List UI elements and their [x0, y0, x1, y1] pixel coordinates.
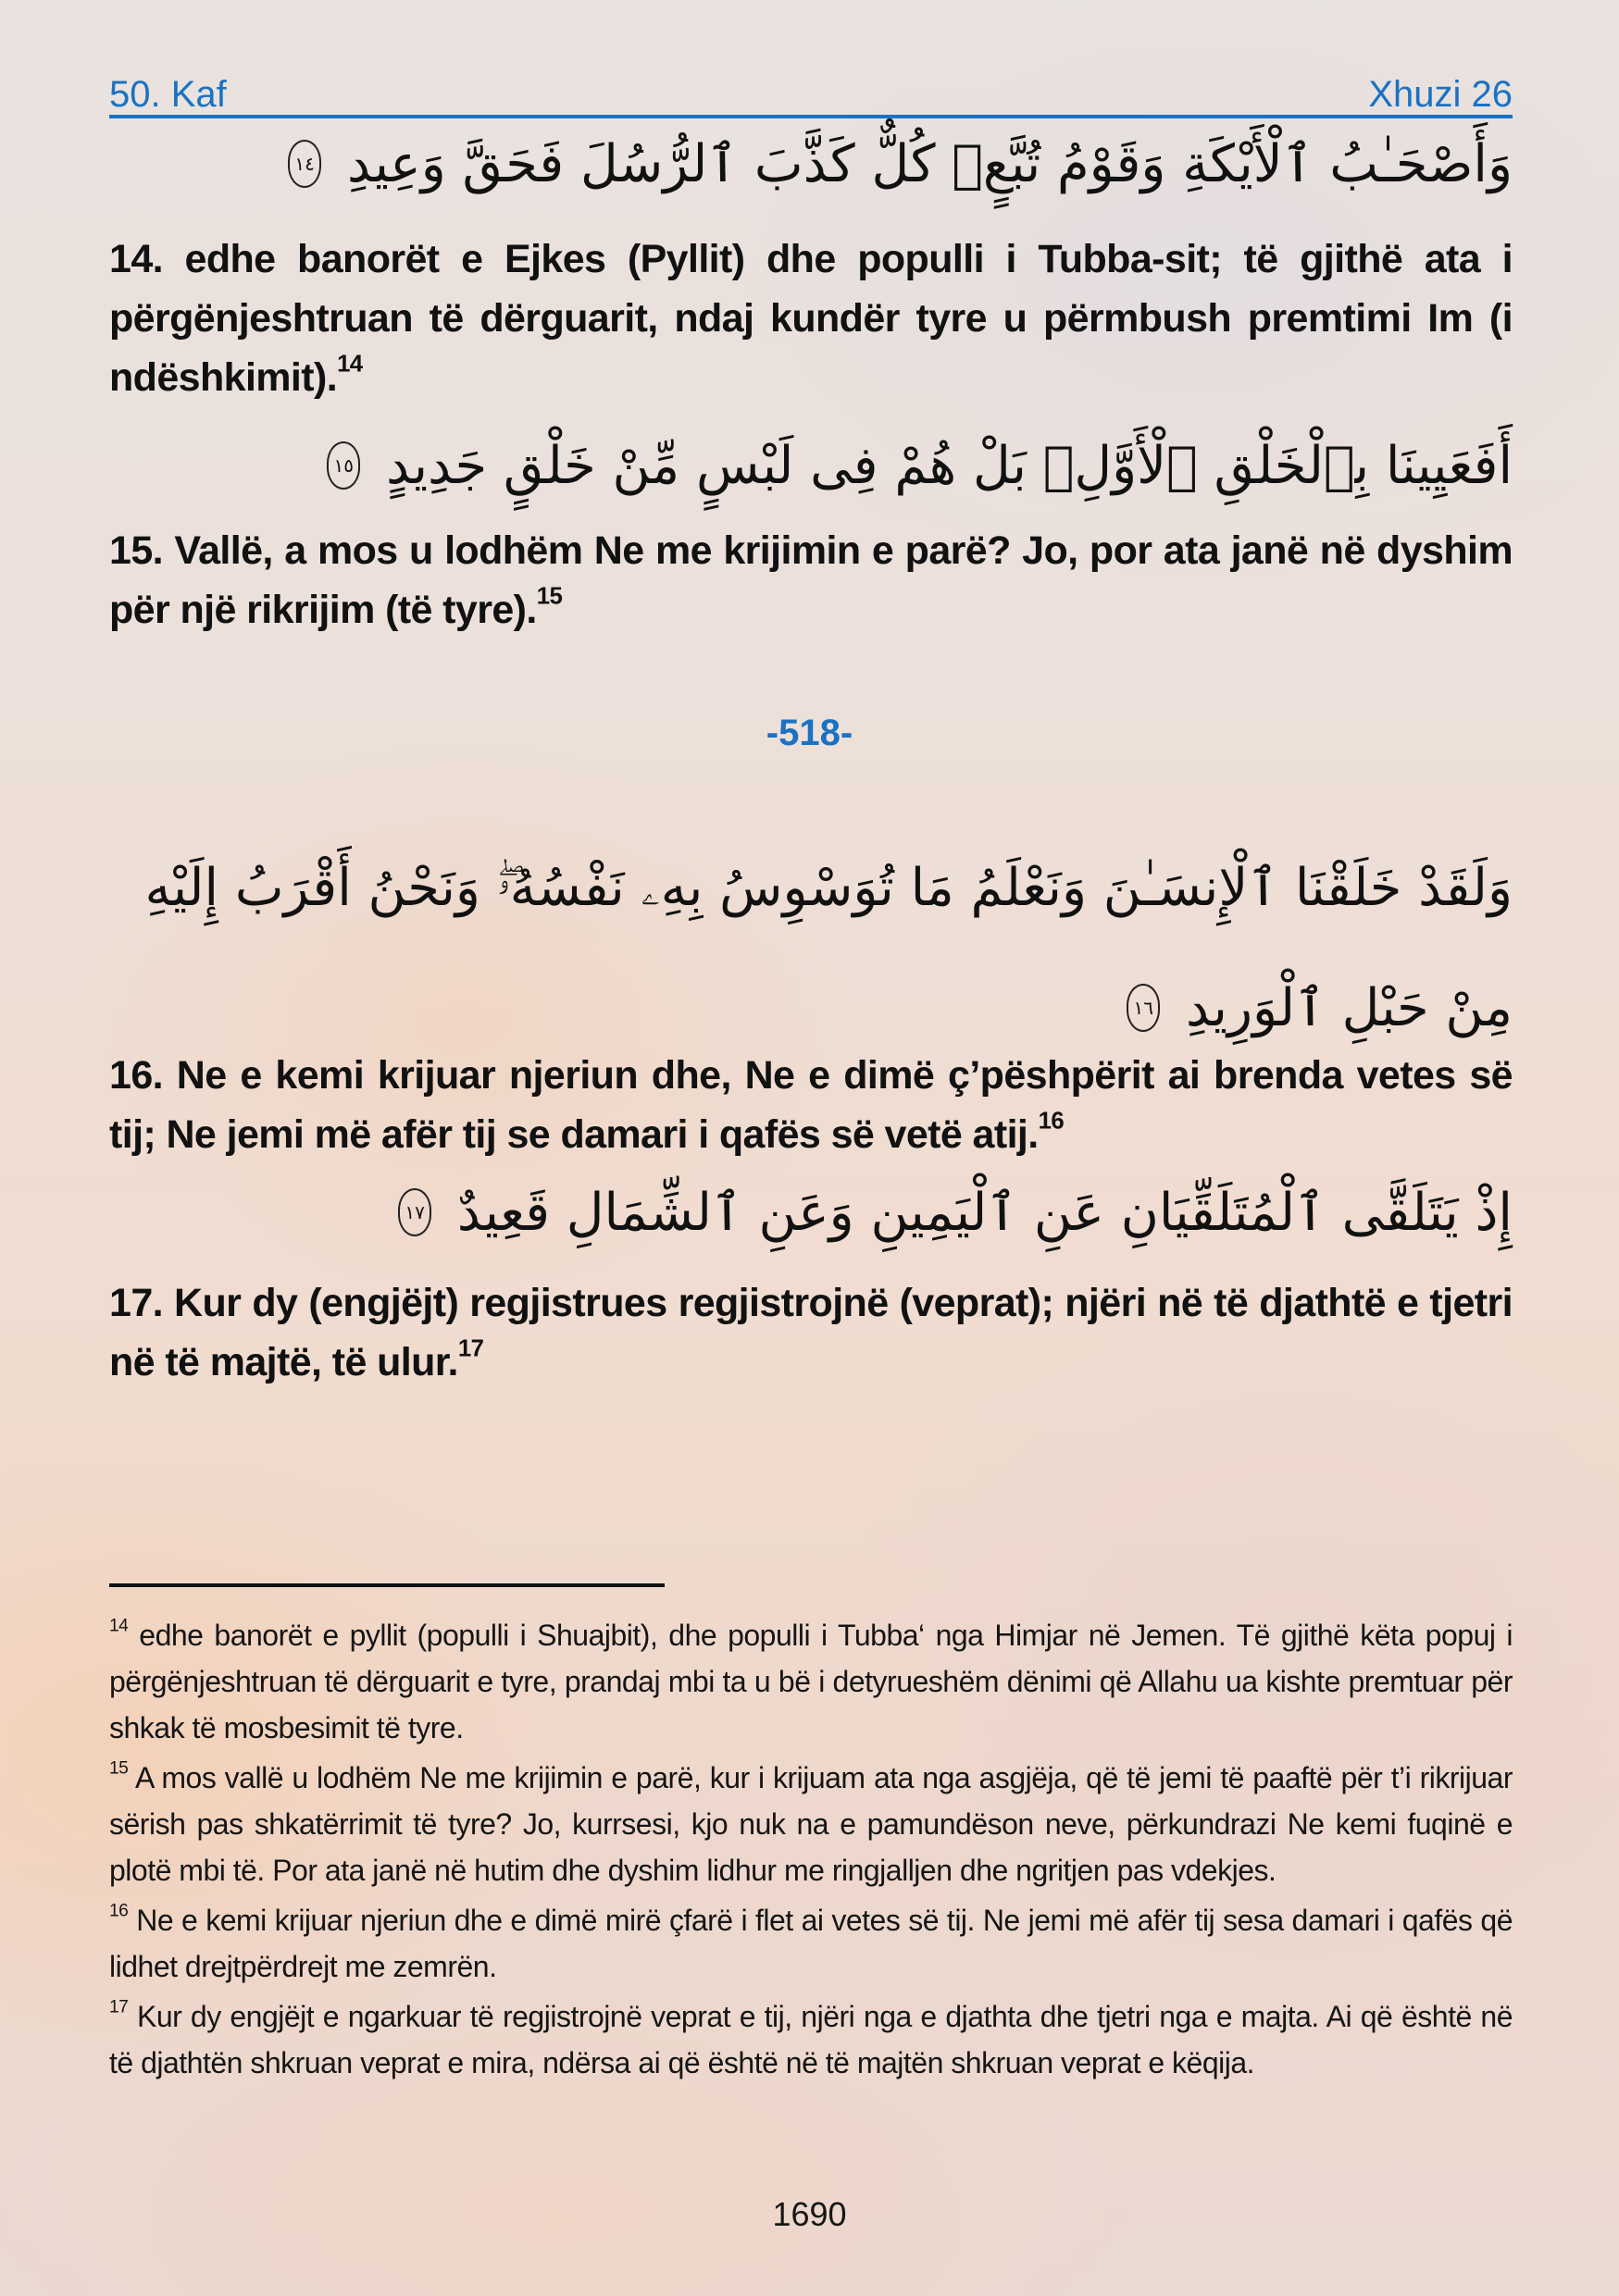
- footnote-number: 16: [109, 1901, 129, 1921]
- footnote-number: 14: [109, 1616, 129, 1636]
- translation-verse-17: [109, 1273, 1513, 1392]
- footnote-number: 17: [109, 1997, 129, 2017]
- translation-text: 14. edhe banorët e Ejkes (Pyllit) dhe populli i Tubba-sit; të gjithë ata i përgënjeshtruan të dërguarit, ndaj kundër tyre u përmbush premtimi Im (i ndëshkimit).: [109, 237, 1513, 400]
- footnote-ref[interactable]: 15: [536, 583, 563, 610]
- translation-text: 15. Vallë, a mos u lodhëm Ne me krijimin e parë? Jo, por ata janë në dyshim për një rikrijim (të tyre).: [109, 528, 1513, 632]
- running-header: [109, 57, 1513, 113]
- translation-text: 16. Ne e kemi krijuar njeriun dhe, Ne e dimë ç’pëshpërit ai brenda vetes së tij; Ne jemi më afër tij se damari i qafës së vetë atij.: [109, 1053, 1513, 1157]
- header-divider: [109, 115, 1513, 118]
- arabic-verse-17: [389, 1183, 1513, 1243]
- footnote-ref[interactable]: 16: [1038, 1108, 1065, 1135]
- translation-text: 17. Kur dy (engjëjt) regjistrues regjistrojnë (veprat); njëri në të djathtë e tjetri në të majtë, të ulur.: [109, 1281, 1513, 1384]
- footnote-number: 15: [109, 1758, 129, 1779]
- footnote-text: Kur dy engjëjt e ngarkuar të regjistrojnë veprat e tij, njëri nga e djathta dhe tjetri nga e majta. Ai që është në të djathtën shkruan veprat e mira, ndërsa ai që është në të majtën shkruan veprat e këqija.: [109, 2000, 1513, 2079]
- juz-label: Xhuzi 26: [1368, 74, 1513, 115]
- ayah-number-icon: ١٧: [398, 1188, 431, 1236]
- surah-title: 50. Kaf: [109, 74, 227, 115]
- arabic-verse-16: [106, 828, 1513, 1069]
- footnote-15: [109, 1755, 1513, 1893]
- footnotes: [109, 1612, 1513, 2090]
- mushaf-page-marker: -518-: [766, 713, 853, 753]
- footnote-separator: [109, 1583, 665, 1587]
- arabic-verse-14: [279, 134, 1513, 194]
- ayah-number-icon: ١٤: [288, 140, 321, 188]
- arabic-text: إِذْ يَتَلَقَّى ٱلْمُتَلَقِّيَانِ عَنِ ٱلْيَمِينِ وَعَنِ ٱلشِّمَالِ قَعِيدٌ: [456, 1183, 1513, 1243]
- translation-verse-16: [109, 1046, 1513, 1164]
- footnote-14: [109, 1612, 1513, 1751]
- translation-verse-14: [109, 230, 1513, 407]
- footnote-text: Ne e kemi krijuar njeriun dhe e dimë mirë çfarë i flet ai vetes së tij. Ne jemi më afër tij sesa damari i qafës që lidhet drejtpërdrejt me zemrën.: [109, 1904, 1513, 1983]
- footnote-16: [109, 1897, 1513, 1990]
- footnote-17: [109, 1993, 1513, 2086]
- ayah-number-icon: ١٥: [327, 441, 360, 490]
- translation-verse-15: [109, 521, 1513, 639]
- arabic-text: وَلَقَدْ خَلَقْنَا ٱلْإِنسَـٰنَ وَنَعْلَمُ مَا تُوَسْوِسُ بِهِۦ نَفْسُهُۥۖ وَنَحْنُ أَقْرَبُ إِلَيْهِ مِنْ حَبْلِ ٱلْوَرِيدِ: [144, 858, 1513, 1038]
- arabic-text: وَأَصْحَـٰبُ ٱلْأَيْكَةِ وَقَوْمُ تُبَّعٍۚ كُلٌّ كَذَّبَ ٱلرُّسُلَ فَحَقَّ وَعِيدِ: [346, 134, 1513, 194]
- ayah-number-icon: ١٦: [1127, 984, 1160, 1032]
- arabic-verse-15: [318, 436, 1513, 496]
- footnote-text: edhe banorët e pyllit (populli i Shuajbit), dhe populli i Tubba‘ nga Himjar në Jemen. Të gjithë këta popuj i përgënjeshtruan të dërguarit e tyre, prandaj mbi ta u bë i detyrueshëm dënimi që Allahu ua kishte premtuar për shkak të mosbesimit të tyre.: [109, 1619, 1513, 1744]
- page-number: 1690: [772, 2195, 847, 2233]
- arabic-text: أَفَعَيِينَا بِٱلْخَلْقِ ٱلْأَوَّلِۚ بَلْ هُمْ فِى لَبْسٍ مِّنْ خَلْقٍ جَدِيدٍ: [386, 436, 1513, 496]
- footnote-ref[interactable]: 17: [457, 1335, 484, 1362]
- footnote-ref[interactable]: 14: [337, 351, 363, 378]
- footnote-text: A mos vallë u lodhëm Ne me krijimin e parë, kur i krijuam ata nga asgjëja, që të jemi të paaftë për t’i rikrijuar sërish pas shkatërrimit të tyre? Jo, kurrsesi, kjo nuk na e pamundëson neve, përkundrazi Ne kemi fuqinë e plotë mbi të. Por ata janë në hutim dhe dyshim lidhur me ringjalljen dhe ngritjen pas vdekjes.: [109, 1761, 1513, 1887]
